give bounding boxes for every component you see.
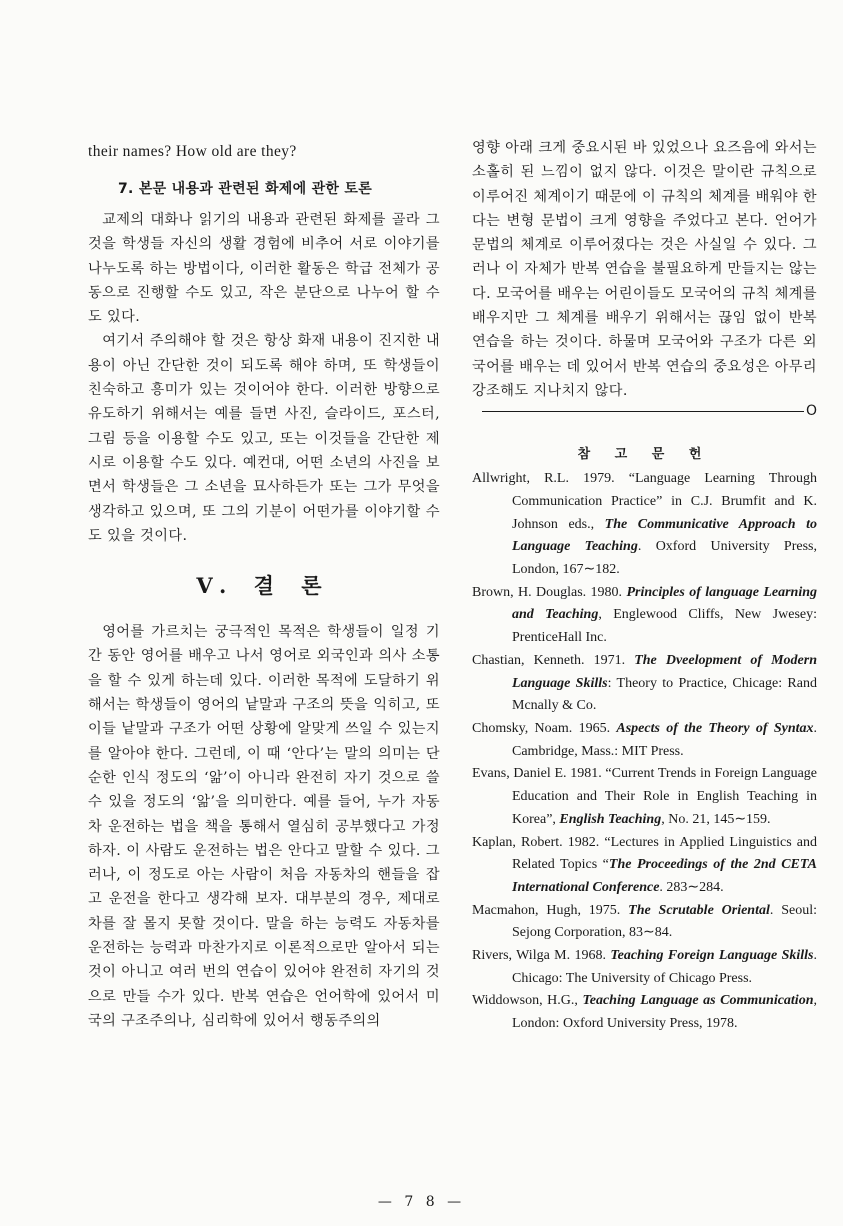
section-7-heading: 7. 본문 내용과 관련된 화제에 관한 토론 <box>118 181 373 197</box>
page-number: — 7 8 — <box>377 1194 466 1210</box>
continued-text: their names? How old are they? <box>88 143 297 160</box>
reference-publication: , London: Oxford University Press, 1978. <box>512 993 817 1032</box>
conclusion-heading: V. 결 론 <box>196 573 332 599</box>
reference-title: Teaching Foreign Language Skills <box>610 948 814 964</box>
end-circle-mark: O <box>805 403 817 420</box>
reference-entry <box>472 650 817 718</box>
continuation-text: 영향 아래 크게 중요시된 바 있었으나 요즈음에 와서는 소홀히 된 느낌이 없지 않다. 이것은 말이란 규칙으로 이루어진 체계이기 때문에 이 규칙의 체계를 배워야 한다는 변형 문법이 크게 영향을 주었다고 본다. 언어가 문법의 체계로 이루어졌다는 것은 사실일 수 있다. 그러나 이 자체가 반복 연습을 불필요하게 만들지는 않는다. 모국어를 배우는 어린이들도 모국어의 규칙 체계를 배우지만 그 체계를 배우기 위해서는 끊임 없이 반복 연습을 하는 것이다. 하물며 모국어와 구조가 다른 외국어를 배우는 데 있어서 반복 연습의 중요성은 아무리 강조해도 지나치지 않다. <box>472 140 817 399</box>
reference-publication: , No. 21, 145∼159. <box>661 811 771 827</box>
reference-publication: . Chicago: The University of Chicago Press. <box>512 948 817 986</box>
right-column <box>472 136 817 1036</box>
reference-entry <box>472 990 817 1035</box>
reference-title: Aspects of the Theory of Syntax <box>616 721 814 736</box>
references-list <box>472 468 817 1036</box>
reference-text: Widdowson, H.G., <box>472 993 583 1009</box>
reference-publication: . Seoul: Sejong Corporation, 83∼84. <box>512 902 818 941</box>
reference-entry <box>472 945 817 990</box>
reference-entry <box>472 900 817 945</box>
reference-text: Evans, Daniel E. 1981. “Current Trends in Foreign Language Education and Their Role in English Teaching in Korea”, <box>472 766 817 827</box>
reference-entry <box>472 832 817 900</box>
reference-text: Chomsky, Noam. 1965. <box>472 721 617 736</box>
reference-entry <box>472 763 817 831</box>
end-rule <box>482 411 804 412</box>
reference-title: Teaching Language as Communication <box>582 993 814 1009</box>
reference-title: English Teaching <box>559 811 662 827</box>
reference-title: The Communicative Approach to Language Teaching <box>512 516 817 555</box>
reference-text: Rivers, Wilga M. 1968. <box>472 948 611 964</box>
reference-title: Principles of language Learning and Teaching <box>512 584 817 623</box>
reference-text: Allwright, R.L. 1979. “Language Learning Through Communication Practice” in C.J. Brumfit and K. Johnson eds., <box>472 471 817 532</box>
conclusion-continuation <box>472 136 817 403</box>
reference-text: Kaplan, Robert. 1982. “Lectures in Applied Linguistics and Related Topics “ <box>472 834 817 873</box>
reference-title: The Dveelopment of Modern Language Skills <box>512 652 818 691</box>
reference-title: The Scrutable Oriental <box>628 902 770 918</box>
reference-publication: . Oxford University Press, London, 167∼182. <box>512 539 817 578</box>
reference-text: Chastian, Kenneth. 1971. <box>472 652 635 668</box>
left-column <box>88 136 440 1033</box>
reference-text: Macmahon, Hugh, 1975. <box>472 902 629 918</box>
section-7-paragraph-1: 교제의 대화나 읽기의 내용과 관련된 화제를 골라 그것을 학생들 자신의 생활 경험에 비추어 서로 이야기를 나누도록 하는 방법이다, 이러한 활동은 학급 전체가 공동으로 진행할 수도 있고, 작은 분단으로 나누어 할 수도 있다. <box>88 212 440 326</box>
conclusion-paragraph: 영어를 가르치는 궁극적인 목적은 학생들이 일정 기간 동안 영어를 배우고 나서 영어로 외국인과 의사 소통을 할 수 있게 하는데 있다. 이러한 목적에 도달하기 위해서는 학생들이 영어의 낱말과 구조의 뜻을 익히고, 또 이들 낱말과 구조가 어떤 상황에 알맞게 쓰일 수 있는지를 알아야 한다. 그런데, 이 때 ‘안다’는 말의 의미는 단순한 인식 정도의 ‘앎’이 아니라 완전히 자기 것으로 쓸 수 있을 정도의 ‘앎’을 의미한다. 예를 들어, 누가 자동차 운전하는 법을 책을 통해서 열심히 공부했다고 가정하자. 이 사람도 운전하는 법은 안다고 말할 수 있다. 그러나, 이 정도로 아는 사람이 처음 자동차의 핸들을 잡고 운전을 한다고 생각해 보자. 대부분의 경우, 제대로 차를 잘 몰지 못할 것이다. 말을 하는 능력도 자동차를 운전하는 능력과 마찬가지로 이론적으로만 알아서 되는 것이 아니고 여러 번의 연습이 있어야 완전히 자기의 것으로 만들 수가 있다. 반복 연습은 언어학에 있어서 미국의 구조주의나, 심리학에 있어서 행동주의의 <box>88 624 440 1029</box>
reference-publication: . 283∼284. <box>659 879 724 895</box>
reference-publication: , Englewood Cliffs, New Jwesey: PrenticeHall Inc. <box>512 607 817 646</box>
reference-entry <box>472 718 817 763</box>
reference-entry <box>472 468 817 582</box>
end-of-text-marker <box>472 403 817 419</box>
reference-entry <box>472 582 817 650</box>
references-heading: 참 고 문 헌 <box>577 447 712 463</box>
section-7-paragraph-2: 여기서 주의해야 할 것은 항상 화재 내용이 진지한 내용이 아닌 간단한 것이 되도록 해야 하며, 또 학생들이 친숙하고 흥미가 있는 것이어야 한다. 이러한 방향으로 유도하기 위해서는 예를 들면 사진, 슬라이드, 포스터, 그림 등을 이용할 수도 있고, 또는 이것들을 간단한 제시로 이용할 수도 있다. 예컨대, 어떤 소년의 사진을 보면서 학생들은 그 소년을 묘사하든가 또는 그가 무엇을 생각하고 있으며, 또 그의 기분이 어떤가를 이야기할 수도 있을 것이다. <box>88 333 440 544</box>
reference-publication: : Theory to Practice, Chicage: Rand Mcnally & Co. <box>512 675 817 714</box>
reference-publication: . Cambridge, Mass.: MIT Press. <box>512 721 818 759</box>
reference-title: The Proceedings of the 2nd CETA International Conference <box>512 857 817 895</box>
reference-text: Brown, H. Douglas. 1980. <box>472 584 627 600</box>
